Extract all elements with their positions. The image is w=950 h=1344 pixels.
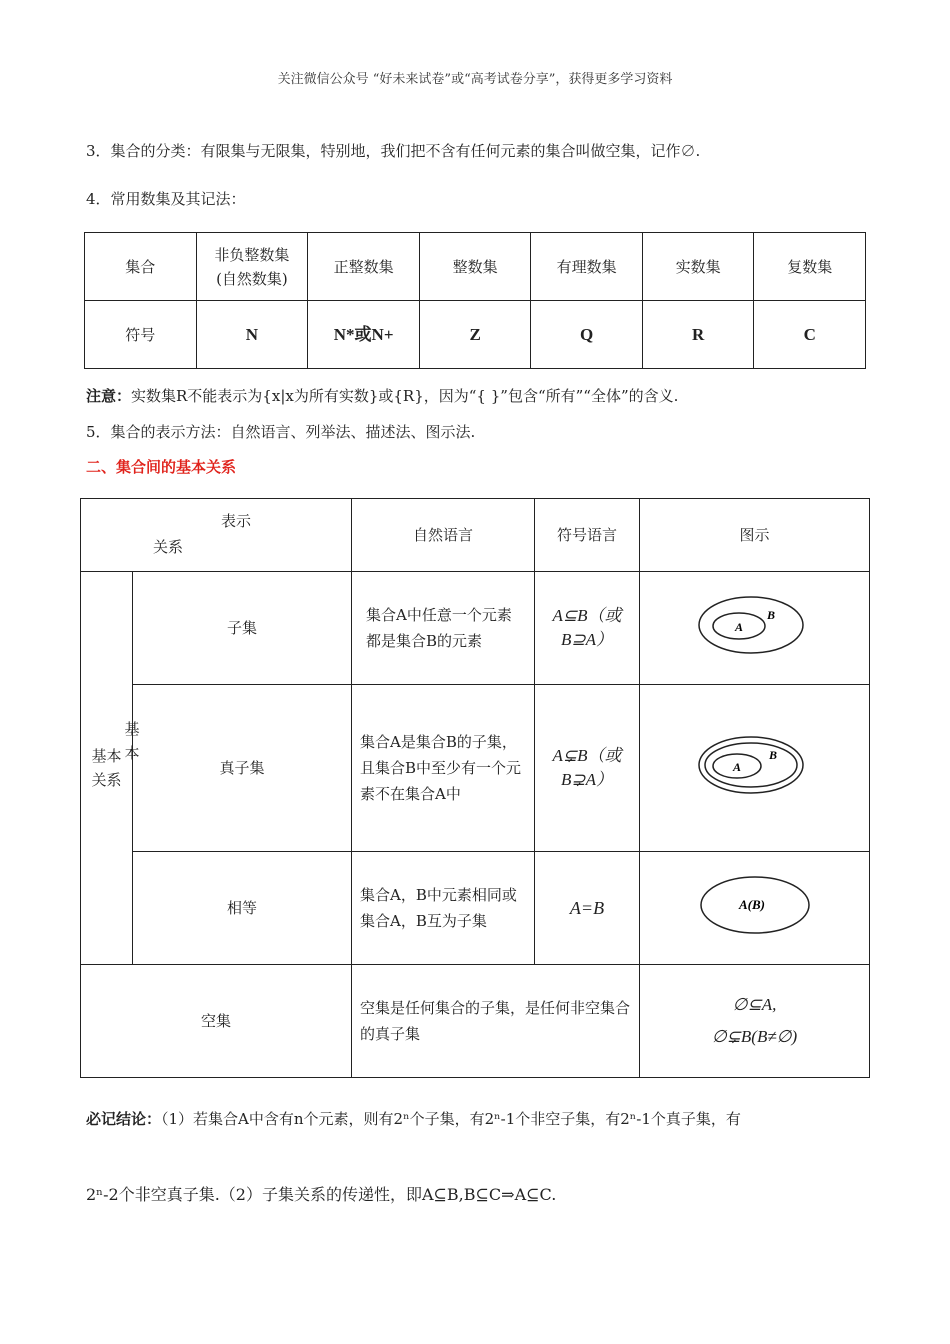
row-diagram xyxy=(640,572,870,685)
conclusion-label: 必记结论： xyxy=(86,1110,162,1128)
ellipse-label: A(B) xyxy=(738,896,765,912)
inner-label: A xyxy=(732,759,741,774)
paragraph-3: 3．集合的分类：有限集与无限集，特别地，我们把不含有任何元素的集合叫做空集，记作∅. xyxy=(86,142,701,160)
header-symbol: 符号语言 xyxy=(535,499,640,572)
symbol-cell: R xyxy=(642,301,754,369)
corner-cell xyxy=(81,499,352,572)
row-symbol xyxy=(535,685,640,852)
empty-natural: 空集是任何集合的子集，是任何非空集合的真子集 xyxy=(352,965,640,1078)
row-diagram xyxy=(640,685,870,852)
page-header: 关注微信公众号 “好未来试卷”或“高考试卷分享”，获得更多学习资料 xyxy=(277,72,673,87)
paragraph-5: 5．集合的表示方法：自然语言、列举法、描述法、图示法. xyxy=(86,423,476,441)
group-label: 基本关系 xyxy=(91,747,122,789)
note xyxy=(86,385,678,406)
equal-diagram xyxy=(695,873,815,937)
conclusion-line-2: 2ⁿ-2个非空真子集.（2）子集关系的传递性，即A⊆B,B⊆C⇒A⊆C. xyxy=(86,1185,557,1204)
row-symbol xyxy=(535,852,640,965)
empty-symbol-1: ∅⊆A, xyxy=(732,995,777,1014)
outer-ellipse xyxy=(699,737,803,793)
empty-symbol-2: ∅⊊B(B≠∅) xyxy=(711,1027,798,1046)
inner-label: A xyxy=(734,619,743,634)
outer-label: B xyxy=(766,607,775,622)
conclusion-line-1 xyxy=(86,1108,741,1129)
conclusion-text-1: （1）若集合A中含有n个元素，则有2ⁿ个子集，有2ⁿ-1个非空子集，有2ⁿ-1个真子集，有 xyxy=(161,1110,741,1128)
proper-subset-diagram xyxy=(695,733,815,797)
symbol-cell: C xyxy=(754,301,866,369)
table-cell: 集合 xyxy=(85,233,197,301)
cell-text: 非负整数集(自然数集) xyxy=(214,245,290,288)
symbol-cell: Q xyxy=(531,301,643,369)
symbol-cell: N*或N+ xyxy=(308,301,420,369)
table-cell: 复数集 xyxy=(754,233,866,301)
note-text: 实数集R不能表示为{x|x为所有实数}或{R}，因为“{ }”包含“所有”“全体”的含义. xyxy=(131,387,679,405)
empty-name: 空集 xyxy=(81,965,352,1078)
table-cell: 符号 xyxy=(85,301,197,369)
row-natural: 集合A，B中元素相同或集合A，B互为子集 xyxy=(352,852,535,965)
symbol-text: A=B xyxy=(569,897,605,918)
header-natural: 自然语言 xyxy=(352,499,535,572)
row-diagram xyxy=(640,852,870,965)
table-cell: 实数集 xyxy=(642,233,754,301)
empty-symbol xyxy=(640,965,870,1078)
number-sets-table xyxy=(84,232,866,369)
row-symbol xyxy=(535,572,640,685)
symbol-text: A⊆B（或B⊇A） xyxy=(552,606,622,649)
section-title: 二、集合间的基本关系 xyxy=(86,458,237,476)
table-cell xyxy=(196,233,308,301)
corner-top: 表示 xyxy=(221,512,252,530)
symbol-text: A⊊B（或B⊋A） xyxy=(552,746,622,789)
symbol-cell: N xyxy=(196,301,308,369)
corner-bottom: 关系 xyxy=(153,538,184,556)
outer-label: B xyxy=(768,747,777,762)
note-label: 注意： xyxy=(86,387,132,405)
row-natural: 集合A中任意一个元素都是集合B的元素 xyxy=(352,572,535,685)
row-name: 相等 xyxy=(133,852,352,965)
table-cell: 正整数集 xyxy=(308,233,420,301)
table-cell: 整数集 xyxy=(419,233,531,301)
row-name: 子集 xyxy=(133,572,352,685)
group-cell xyxy=(81,572,140,965)
outer-ellipse-inner xyxy=(705,743,797,787)
outer-ellipse xyxy=(699,597,803,653)
table-cell: 有理数集 xyxy=(531,233,643,301)
row-name: 真子集 xyxy=(133,685,352,852)
row-natural: 集合A是集合B的子集，且集合B中至少有一个元素不在集合A中 xyxy=(352,685,535,852)
subset-diagram xyxy=(695,593,815,657)
header-diagram: 图示 xyxy=(640,499,870,572)
symbol-cell: Z xyxy=(419,301,531,369)
group-overlay: 基本 xyxy=(124,720,140,762)
relations-table xyxy=(80,498,870,1078)
paragraph-4: 4．常用数集及其记法： xyxy=(86,190,246,208)
